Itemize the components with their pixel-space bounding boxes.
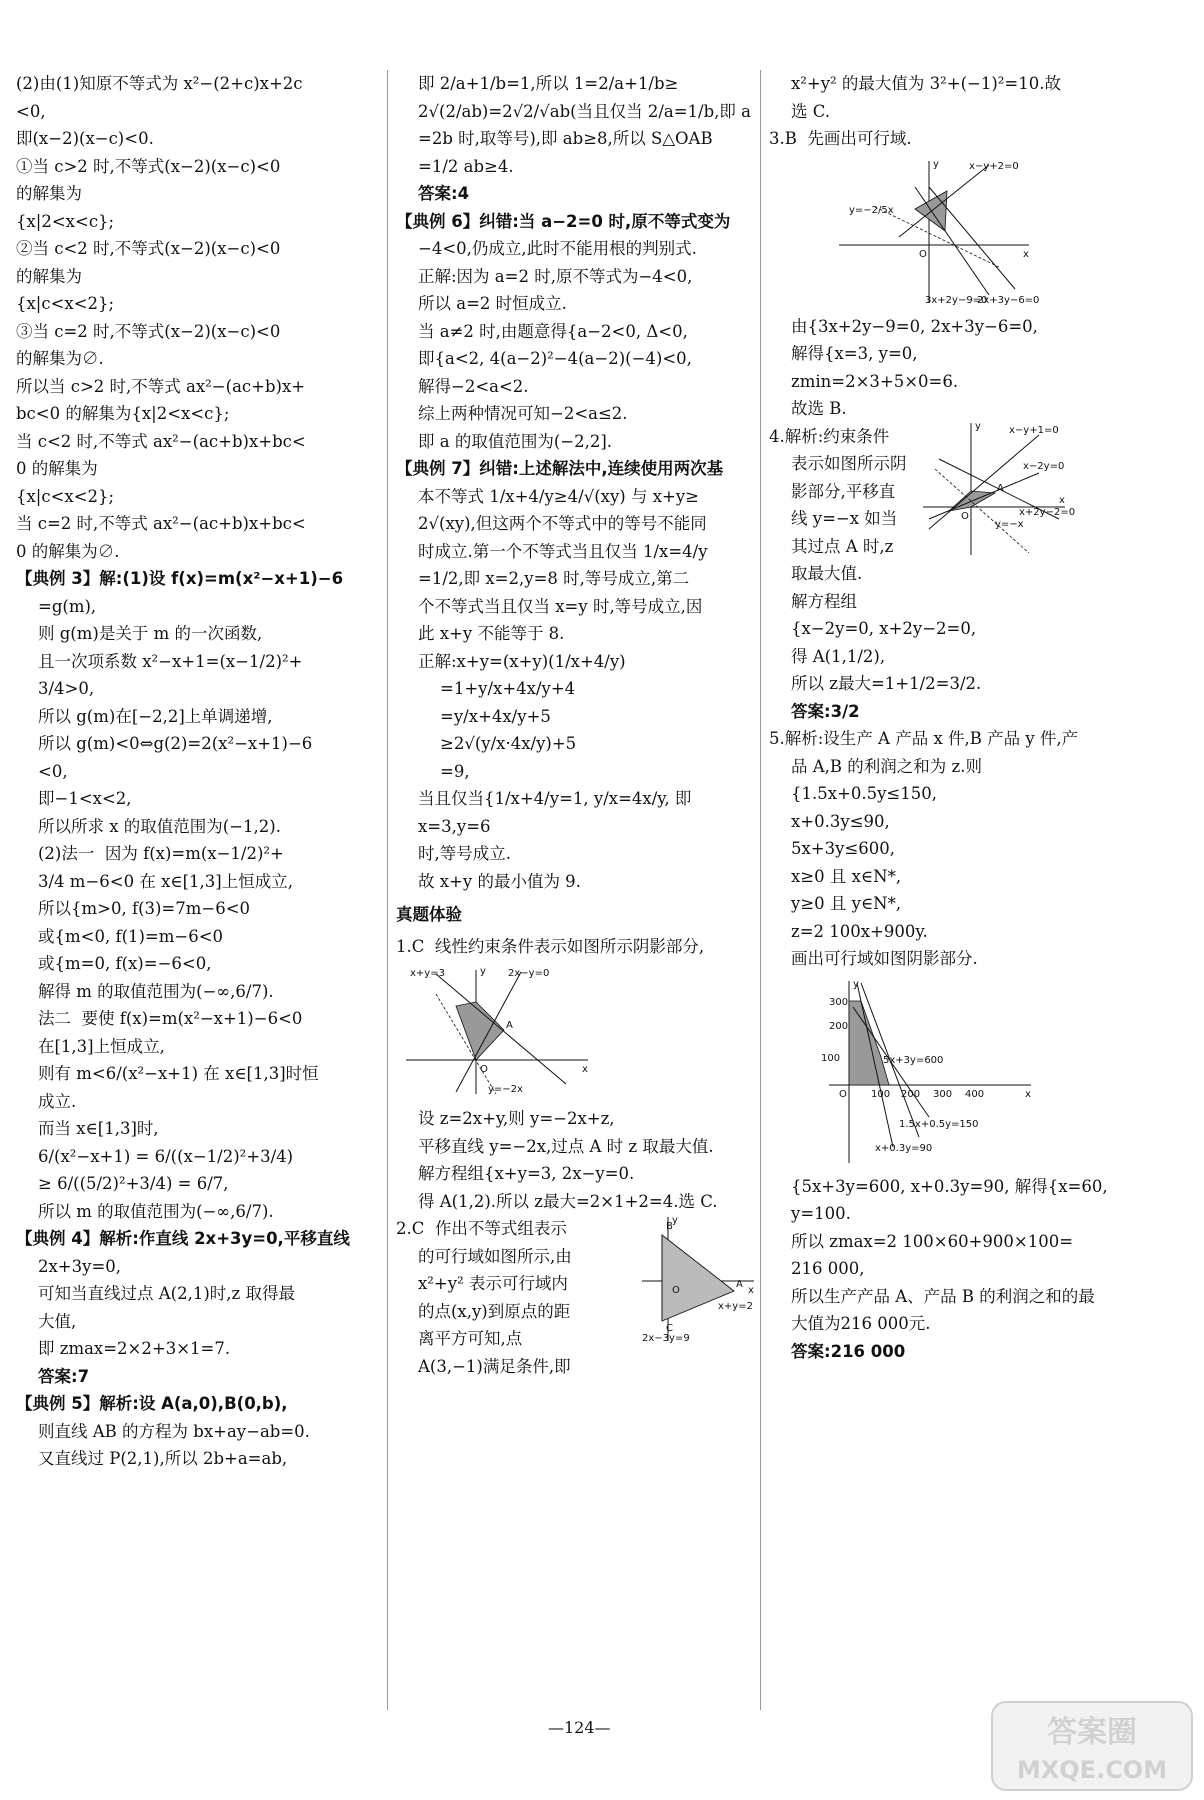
text-line: 所以生产产品 A、产品 B 的利润之和的最 xyxy=(791,1286,1095,1306)
fig4-label: O xyxy=(961,510,969,522)
fig4-label: A xyxy=(997,482,1004,494)
text-line: bc<0 的解集为{x|2<x<c}; xyxy=(16,404,230,423)
fig2-label: O xyxy=(672,1285,680,1296)
fig5-label: 200 xyxy=(901,1088,921,1100)
fig3-label: y xyxy=(933,158,939,170)
fig4-label: y=−x xyxy=(995,518,1024,530)
text-line: 设 z=2x+y,则 y=−2x+z, xyxy=(418,1109,615,1128)
fig5-label: 300 xyxy=(829,996,849,1008)
text-line: 所以 zmax=2 100×60+900×100= xyxy=(791,1231,1074,1251)
text-line: 0 的解集为∅. xyxy=(16,541,120,561)
text-line: 表示如图所示阴 xyxy=(791,454,907,473)
text-line: (2)法一 因为 f(x)=m(x−1/2)²+ xyxy=(38,844,284,863)
text-line: 或{m<0, f(1)=m−6<0 xyxy=(38,926,224,946)
text-line: zmin=2×3+5×0=6. xyxy=(791,371,959,391)
fig5-label: 100 xyxy=(871,1088,891,1100)
text-line: {5x+3y=600, x+0.3y=90, 解得{x=60, y=100. xyxy=(791,1176,1113,1223)
text-line: 的解集为∅. xyxy=(16,349,104,368)
text-line: 时成立.第一个不等式当且仅当 1/x=4/y xyxy=(418,541,708,561)
fig5-label: 200 xyxy=(829,1020,849,1032)
text-line: 解得{x=3, y=0, xyxy=(791,344,918,363)
figure-2 xyxy=(638,1213,756,1343)
text-line: 当且仅当{1/x+4/y=1, y/x=4x/y, 即 x=3,y=6 xyxy=(418,789,697,836)
text-line: 即{a<2, 4(a−2)²−4(a−2)(−4)<0, xyxy=(418,349,692,368)
text-line: 本不等式 1/x+4/y≥4/√(xy) 与 x+y≥ xyxy=(418,486,699,506)
text-line: (2)由(1)知原不等式为 x²−(2+c)x+2c xyxy=(16,74,303,93)
answer-line: 答案:4 xyxy=(418,184,470,203)
figure-3 xyxy=(819,157,1169,307)
text-line: 时,等号成立. xyxy=(418,844,511,863)
fig3-label: y=−2/5x xyxy=(849,204,894,216)
fig1-label: y=−2x xyxy=(488,1084,523,1095)
text-line: 6/(x²−x+1) = 6/((x−1/2)²+3/4) xyxy=(38,1146,294,1166)
text-line: {x−2y=0, x+2y−2=0, xyxy=(791,619,977,638)
text-line: 此 x+y 不能等于 8. xyxy=(418,624,565,643)
text-line: 取最大值. xyxy=(791,564,863,583)
fig3-label: O xyxy=(919,248,927,260)
fig5-label: y xyxy=(853,978,859,990)
text-line: {x|2<x<c}; xyxy=(16,211,115,231)
text-line: 或{m=0, f(x)=−6<0, xyxy=(38,954,212,973)
fig5-label: x+0.3y=90 xyxy=(875,1142,933,1154)
fig5-label: x xyxy=(1025,1088,1031,1100)
text-line: 所以所求 x 的取值范围为(−1,2). xyxy=(38,816,281,836)
text-line: 可知当直线过点 A(2,1)时,z 取得最 xyxy=(38,1284,295,1303)
text-line: =1/2,即 x=2,y=8 时,等号成立,第二 xyxy=(418,569,690,588)
text-line: 大值为216 000元. xyxy=(791,1314,931,1333)
fig1-label: A xyxy=(506,1020,513,1031)
fig3-label: x xyxy=(1023,248,1029,260)
text-line: 个不等式当且仅当 x=y 时,等号成立,因 xyxy=(418,596,703,616)
text-line: ①当 c>2 时,不等式(x−2)(x−c)<0 xyxy=(16,156,281,176)
fig5-label: 100 xyxy=(821,1052,841,1064)
text-line: 1.C 线性约束条件表示如图所示阴影部分, xyxy=(396,936,705,956)
text-line: x≥0 且 x∈N*, xyxy=(791,866,902,886)
column-1 xyxy=(16,70,376,1473)
text-line: 所以当 c>2 时,不等式 ax²−(ac+b)x+ xyxy=(16,376,306,396)
figure-5 xyxy=(809,977,1169,1167)
text-line: 其过点 A 时,z xyxy=(791,536,894,556)
text-line: ②当 c<2 时,不等式(x−2)(x−c)<0 xyxy=(16,239,281,258)
text-line: 大值, xyxy=(38,1311,77,1331)
text-line: 解方程组{x+y=3, 2x−y=0. xyxy=(418,1164,635,1183)
text-line: A(3,−1)满足条件,即 xyxy=(418,1356,571,1376)
text-line: 当 c=2 时,不等式 ax²−(ac+b)x+bc< xyxy=(16,514,306,533)
section-title: 真题体验 xyxy=(396,905,462,924)
text-line: 正解:x+y=(x+y)(1/x+4/y) xyxy=(418,651,626,671)
text-line: 平移直线 y=−2x,过点 A 时 z 取最大值. xyxy=(418,1136,714,1156)
example-heading: 【典例 7】纠错:上述解法中,连续使用两次基 xyxy=(396,459,724,478)
fig4-label: x−2y=0 xyxy=(1023,460,1065,472)
text-line: 即 2/a+1/b=1,所以 1=2/a+1/b≥ xyxy=(418,74,679,93)
text-line: {1.5x+0.5y≤150, xyxy=(791,784,937,803)
text-line: 解方程组 xyxy=(791,591,857,611)
text-line: 故 x+y 的最小值为 9. xyxy=(418,871,581,891)
fig4-label: y xyxy=(975,420,981,432)
fig4-label: x xyxy=(1059,494,1065,506)
text-line: 则直线 AB 的方程为 bx+ay−ab=0. xyxy=(38,1421,310,1441)
text-line: 影部分,平移直 xyxy=(791,481,896,501)
text-line: 2√(xy),但这两个不等式中的等号不能同 xyxy=(418,514,707,533)
fig5-label: 400 xyxy=(965,1088,985,1100)
text-line: 则有 m<6/(x²−x+1) 在 x∈[1,3]时恒 xyxy=(38,1064,319,1083)
fig5-label: 5x+3y=600 xyxy=(883,1054,944,1066)
text-line: 法二 要使 f(x)=m(x²−x+1)−6<0 xyxy=(38,1009,303,1028)
fig3-label: 3x+2y−9=0 xyxy=(925,294,988,306)
fig2-label: y xyxy=(672,1215,678,1226)
text-line: <0, xyxy=(38,761,68,781)
fig2-label: 2x−3y=9 xyxy=(642,1333,690,1344)
text-line: 即 zmax=2×2+3×1=7. xyxy=(38,1339,231,1358)
fig2-label: B xyxy=(666,1221,673,1232)
text-line: 而当 x∈[1,3]时, xyxy=(38,1119,159,1138)
text-line: 得 A(1,1/2), xyxy=(791,646,886,666)
fig5-label: 1.5x+0.5y=150 xyxy=(899,1118,979,1130)
example-heading: 【典例 5】解析:设 A(a,0),B(0,b), xyxy=(16,1394,288,1413)
text-line: 的解集为 xyxy=(16,184,82,203)
text-line: 4.解析:约束条件 xyxy=(769,426,890,446)
example-heading: 【典例 4】解析:作直线 2x+3y=0,平移直线 xyxy=(16,1229,350,1248)
text-line: 2x+3y=0, xyxy=(38,1256,122,1276)
text-line: 故选 B. xyxy=(791,399,847,418)
text-line: 又直线过 P(2,1),所以 2b+a=ab, xyxy=(38,1449,288,1468)
text-line: 即(x−2)(x−c)<0. xyxy=(16,129,154,148)
text-line: x²+y² 的最大值为 3²+(−1)²=10.故 xyxy=(791,74,1061,93)
text-line: 0 的解集为 xyxy=(16,459,98,478)
text-line: −4<0,仍成立,此时不能用根的判别式. xyxy=(418,239,697,258)
text-line: 所以 g(m)在[−2,2]上单调递增, xyxy=(38,706,273,726)
column-2 xyxy=(387,70,756,1710)
svg-text:MXQE.COM: MXQE.COM xyxy=(1016,1756,1168,1784)
text-line: 线 y=−x 如当 xyxy=(791,509,898,528)
example-heading: 【典例 6】纠错:当 a−2=0 时,原不等式变为 xyxy=(396,211,731,231)
text-line: 得 A(1,2).所以 z最大=2×1+2=4.选 C. xyxy=(418,1191,718,1211)
text-line: 所以{m>0, f(3)=7m−6<0 xyxy=(38,899,251,918)
fig1-label: x+y=3 xyxy=(410,968,445,979)
text-line: 2.C 作出不等式组表示 xyxy=(396,1219,567,1238)
text-line: x²+y² 表示可行域内 xyxy=(418,1274,568,1293)
text-line: 则 g(m)是关于 m 的一次函数, xyxy=(38,624,263,643)
fig2-label: x xyxy=(748,1285,754,1296)
page-number: —124— xyxy=(548,1718,611,1737)
text-line: 即−1<x<2, xyxy=(38,789,132,808)
fig4-label: x+2y−2=0 xyxy=(1019,506,1076,518)
text-line: 2√(2/ab)=2√2/√ab(当且仅当 2/a=1/b,即 a xyxy=(418,101,751,121)
fig1-label: y xyxy=(480,966,486,977)
text-line: ≥ 6/((5/2)²+3/4) = 6/7, xyxy=(38,1174,229,1193)
text-line: 正解:因为 a=2 时,原不等式为−4<0, xyxy=(418,266,693,286)
text-line: 所以 g(m)<0⇔g(2)=2(x²−x+1)−6 xyxy=(38,734,313,753)
text-line: 所以 a=2 时恒成立. xyxy=(418,294,567,313)
text-line: 3.B 先画出可行域. xyxy=(769,129,912,148)
figure-4 xyxy=(919,419,1076,559)
fig3-label: 2x+3y−6=0 xyxy=(977,294,1040,306)
text-line: 且一次项系数 x²−x+1=(x−1/2)²+ xyxy=(38,651,303,671)
fig4-label: x−y+1=0 xyxy=(1009,424,1059,436)
text-line: 所以 m 的取值范围为(−∞,6/7). xyxy=(38,1201,274,1221)
text-line: 当 c<2 时,不等式 ax²−(ac+b)x+bc< xyxy=(16,431,306,451)
text-line: =1/2 ab≥4. xyxy=(418,156,514,176)
text-line: 离平方可知,点 xyxy=(418,1329,523,1348)
answer-line: 答案:7 xyxy=(38,1366,90,1386)
text-line: =g(m), xyxy=(38,596,97,616)
text-line: 的点(x,y)到原点的距 xyxy=(418,1301,571,1321)
text-line: =y/x+4x/y+5 xyxy=(440,706,551,726)
text-line: =2b 时,取等号),即 ab≥8,所以 S△OAB xyxy=(418,129,713,148)
text-line: {x|c<x<2}; xyxy=(16,294,115,313)
text-line: 选 C. xyxy=(791,101,831,121)
text-line: 3/4 m−6<0 在 x∈[1,3]上恒成立, xyxy=(38,871,293,891)
fig1-label: 2x−y=0 xyxy=(508,968,550,979)
fig2-label: x+y=2 xyxy=(718,1301,753,1312)
text-line: 解得−2<a<2. xyxy=(418,376,529,396)
text-line: 即 a 的取值范围为(−2,2]. xyxy=(418,431,613,451)
text-line: 画出可行域如图阴影部分. xyxy=(791,949,978,968)
text-line: =9, xyxy=(440,761,470,781)
text-line: ≥2√(y/x·4x/y)+5 xyxy=(440,734,577,753)
svg-text:答案圈: 答案圈 xyxy=(1047,1715,1137,1750)
example-heading: 【典例 3】解:(1)设 f(x)=m(x²−x+1)−6 xyxy=(16,569,344,588)
text-line: 当 a≠2 时,由题意得{a−2<0, Δ<0, xyxy=(418,321,688,341)
text-line: 解得 m 的取值范围为(−∞,6/7). xyxy=(38,981,274,1001)
column-3 xyxy=(760,70,1169,1710)
text-line: {x|c<x<2}; xyxy=(16,486,115,506)
text-line: 成立. xyxy=(38,1091,77,1111)
fig3-label: x−y+2=0 xyxy=(969,160,1019,172)
answer-line: 答案:216 000 xyxy=(791,1341,906,1361)
fig5-label: O xyxy=(839,1088,847,1100)
text-line: 的可行域如图所示,由 xyxy=(418,1246,572,1266)
text-line: y≥0 且 y∈N*, xyxy=(791,894,902,913)
text-line: 在[1,3]上恒成立, xyxy=(38,1036,165,1056)
problem-2-block xyxy=(396,1215,756,1380)
fig1-label: O xyxy=(480,1064,488,1075)
fig5-label: 300 xyxy=(933,1088,953,1100)
answer-line: 答案:3/2 xyxy=(791,701,860,721)
text-line: 3/4>0, xyxy=(38,679,95,698)
text-line: 216 000, xyxy=(791,1259,865,1278)
text-line: 的解集为 xyxy=(16,266,82,286)
text-line: 5.解析:设生产 A 产品 x 件,B 产品 y 件,产 xyxy=(769,729,1079,748)
fig1-label: x xyxy=(582,1064,588,1075)
text-line: 由{3x+2y−9=0, 2x+3y−6=0, xyxy=(791,316,1038,336)
figure-1 xyxy=(396,964,756,1099)
text-line: 综上两种情况可知−2<a≤2. xyxy=(418,404,628,423)
text-line: =1+y/x+4x/y+4 xyxy=(440,679,576,698)
watermark-logo xyxy=(990,1698,1196,1794)
text-line: <0, xyxy=(16,101,46,121)
text-line: 品 A,B 的利润之和为 z.则 xyxy=(791,756,982,776)
text-line: 所以 z最大=1+1/2=3/2. xyxy=(791,674,982,693)
text-line: z=2 100x+900y. xyxy=(791,921,928,941)
text-line: x+0.3y≤90, xyxy=(791,811,890,831)
problem-4-block xyxy=(769,420,1169,588)
text-line: 5x+3y≤600, xyxy=(791,839,896,858)
fig2-label: C xyxy=(666,1323,673,1334)
fig2-label: A xyxy=(736,1279,743,1290)
text-line: ③当 c=2 时,不等式(x−2)(x−c)<0 xyxy=(16,321,281,341)
